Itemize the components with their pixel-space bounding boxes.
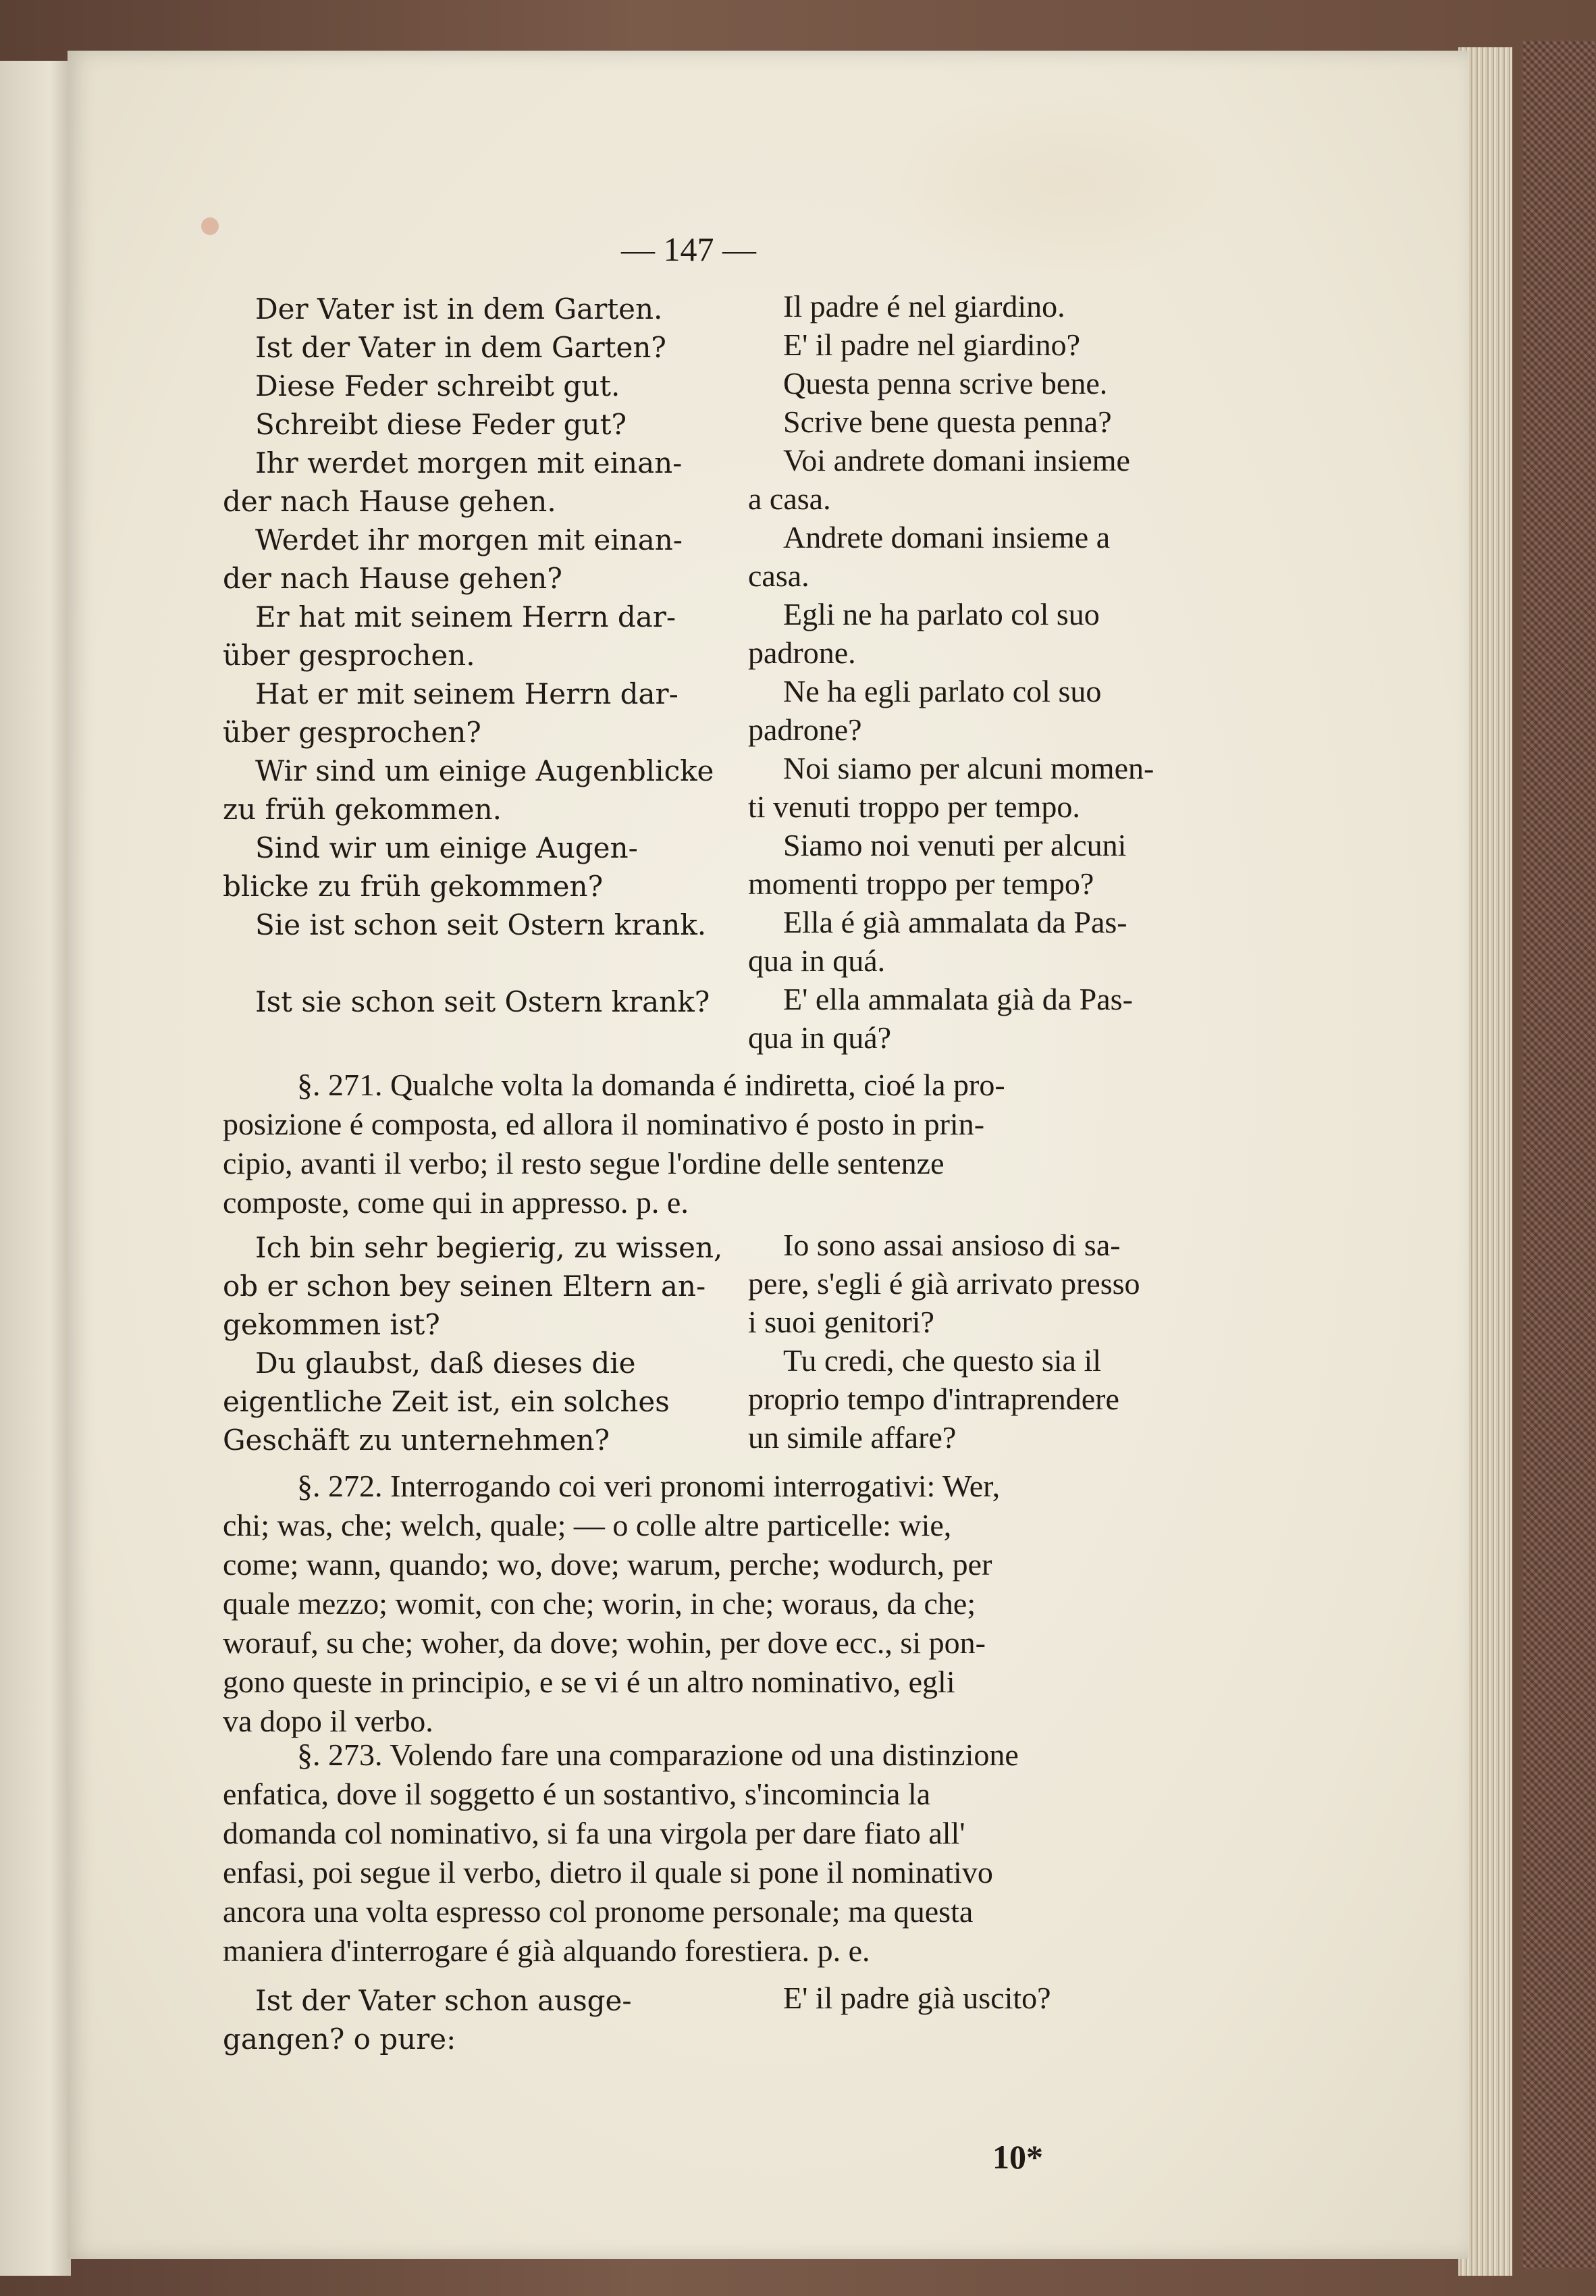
italian-line: qua in quá.	[748, 943, 886, 978]
paragraph-line: va dopo il verbo.	[223, 1704, 433, 1738]
italian-line: Andrete domani insieme a	[783, 520, 1111, 554]
italian-line: Ella é già ammalata da Pas-	[783, 905, 1127, 939]
german-line: Schreibt diese Feder gut?	[255, 408, 627, 441]
paragraph-272	[223, 1467, 1249, 1741]
german-line: der nach Hause gehen.	[223, 485, 556, 518]
italian-line: i suoi genitori?	[748, 1305, 934, 1339]
italian-line: qua in quá?	[748, 1020, 892, 1055]
german-line: Ist sie schon seit Ostern krank?	[255, 985, 710, 1018]
paragraph-line: maniera d'interrogare é già alquando forestiera. p. e.	[223, 1933, 870, 1968]
german-line: ob er schon bey seinen Eltern an-	[223, 1270, 706, 1303]
italian-line: pere, s'egli é già arrivato presso	[748, 1266, 1140, 1301]
italian-line: Egli ne ha parlato col suo	[783, 597, 1100, 631]
italian-line: Scrive bene questa penna?	[783, 405, 1112, 439]
paragraph-line: worauf, su che; woher, da dove; wohin, per dove ecc., si pon-	[223, 1625, 986, 1660]
italian-line: a casa.	[748, 481, 831, 516]
cloth-binding	[1522, 41, 1596, 2269]
german-line: über gesprochen.	[223, 639, 475, 672]
italian-line: ti venuti troppo per tempo.	[748, 789, 1080, 824]
paragraph-273	[223, 1736, 1249, 1971]
italian-line: casa.	[748, 558, 809, 593]
german-line: Sie ist schon seit Ostern krank.	[255, 908, 707, 941]
ink-spot	[201, 217, 219, 235]
paragraph-line: §. 271. Qualche volta la domanda é indiretta, cioé la pro-	[297, 1068, 1005, 1102]
italian-line: Il padre é nel giardino.	[783, 289, 1065, 323]
facing-page-edge	[0, 61, 71, 2276]
paragraph-line: domanda col nominativo, si fa una virgola per dare fiato all'	[223, 1816, 965, 1850]
german-line: Du glaubst, daß dieses die	[255, 1347, 636, 1380]
italian-line: E' ella ammalata già da Pas-	[783, 982, 1133, 1016]
german-line: Sind wir um einige Augen-	[255, 831, 638, 864]
italian-line: padrone.	[748, 635, 856, 670]
german-line: blicke zu früh gekommen?	[223, 870, 604, 903]
german-line: Werdet ihr morgen mit einan-	[255, 523, 683, 556]
italian-line: Siamo noi venuti per alcuni	[783, 828, 1127, 862]
paragraph-271	[223, 1066, 1249, 1222]
paragraph-line: cipio, avanti il verbo; il resto segue l'ordine delle sentenze	[223, 1146, 945, 1180]
german-line: Ist der Vater in dem Garten?	[255, 331, 666, 364]
italian-line: padrone?	[748, 712, 862, 747]
paragraph-line: enfasi, poi segue il verbo, dietro il quale si pone il nominativo	[223, 1855, 993, 1889]
italian-line: E' il padre già uscito?	[783, 1981, 1051, 2015]
german-line: der nach Hause gehen?	[223, 562, 562, 595]
german-line: Hat er mit seinem Herrn dar-	[255, 677, 679, 710]
german-line: Ist der Vater schon ausge-	[255, 1984, 632, 2017]
italian-line: Tu credi, che questo sia il	[783, 1343, 1102, 1378]
german-line: Er hat mit seinem Herrn dar-	[255, 600, 676, 633]
german-line: gangen? o pure:	[223, 2023, 456, 2056]
paragraph-line: enfatica, dove il soggetto é un sostantivo, s'incomincia la	[223, 1777, 931, 1811]
german-line: eigentliche Zeit ist, ein solches	[223, 1385, 670, 1418]
page-number: — 147 —	[621, 230, 756, 268]
italian-line: un simile affare?	[748, 1420, 957, 1455]
italian-line: Voi andrete domani insieme	[783, 443, 1130, 477]
paragraph-line: gono queste in principio, e se vi é un altro nominativo, egli	[223, 1665, 955, 1699]
german-line: Ich bin sehr begierig, zu wissen,	[255, 1231, 723, 1264]
paper-stain	[878, 91, 1242, 280]
paragraph-line: quale mezzo; womit, con che; worin, in che; woraus, da che;	[223, 1586, 976, 1621]
german-line: Geschäft zu unternehmen?	[223, 1424, 610, 1457]
paragraph-line: composte, come qui in appresso. p. e.	[223, 1185, 689, 1220]
italian-line: E' il padre nel giardino?	[783, 328, 1081, 362]
german-line: zu früh gekommen.	[223, 793, 502, 826]
german-line: Wir sind um einige Augenblicke	[255, 754, 714, 787]
italian-line: proprio tempo d'intraprendere	[748, 1382, 1119, 1416]
german-line: Ihr werdet morgen mit einan-	[255, 446, 683, 479]
paragraph-line: §. 273. Volendo fare una comparazione od una distinzione	[297, 1738, 1019, 1772]
italian-line: Questa penna scrive bene.	[783, 366, 1108, 400]
paragraph-line: chi; was, che; welch, quale; — o colle altre particelle: wie,	[223, 1508, 952, 1542]
german-line: Diese Feder schreibt gut.	[255, 369, 620, 402]
german-line: gekommen ist?	[223, 1308, 440, 1341]
italian-line: momenti troppo per tempo?	[748, 866, 1094, 901]
paragraph-line: §. 272. Interrogando coi veri pronomi interrogativi: Wer,	[297, 1469, 1001, 1503]
german-line: über gesprochen?	[223, 716, 481, 749]
paragraph-line: come; wann, quando; wo, dove; warum, perche; wodurch, per	[223, 1547, 992, 1582]
paragraph-line: ancora una volta espresso col pronome personale; ma questa	[223, 1894, 974, 1929]
paragraph-line: posizione é composta, ed allora il nominativo é posto in prin-	[223, 1107, 985, 1141]
german-line: Der Vater ist in dem Garten.	[255, 292, 663, 325]
italian-line: Ne ha egli parlato col suo	[783, 674, 1102, 708]
italian-line: Io sono assai ansioso di sa-	[783, 1228, 1121, 1262]
signature-mark: 10*	[992, 2138, 1043, 2176]
italian-line: Noi siamo per alcuni momen-	[783, 751, 1154, 785]
